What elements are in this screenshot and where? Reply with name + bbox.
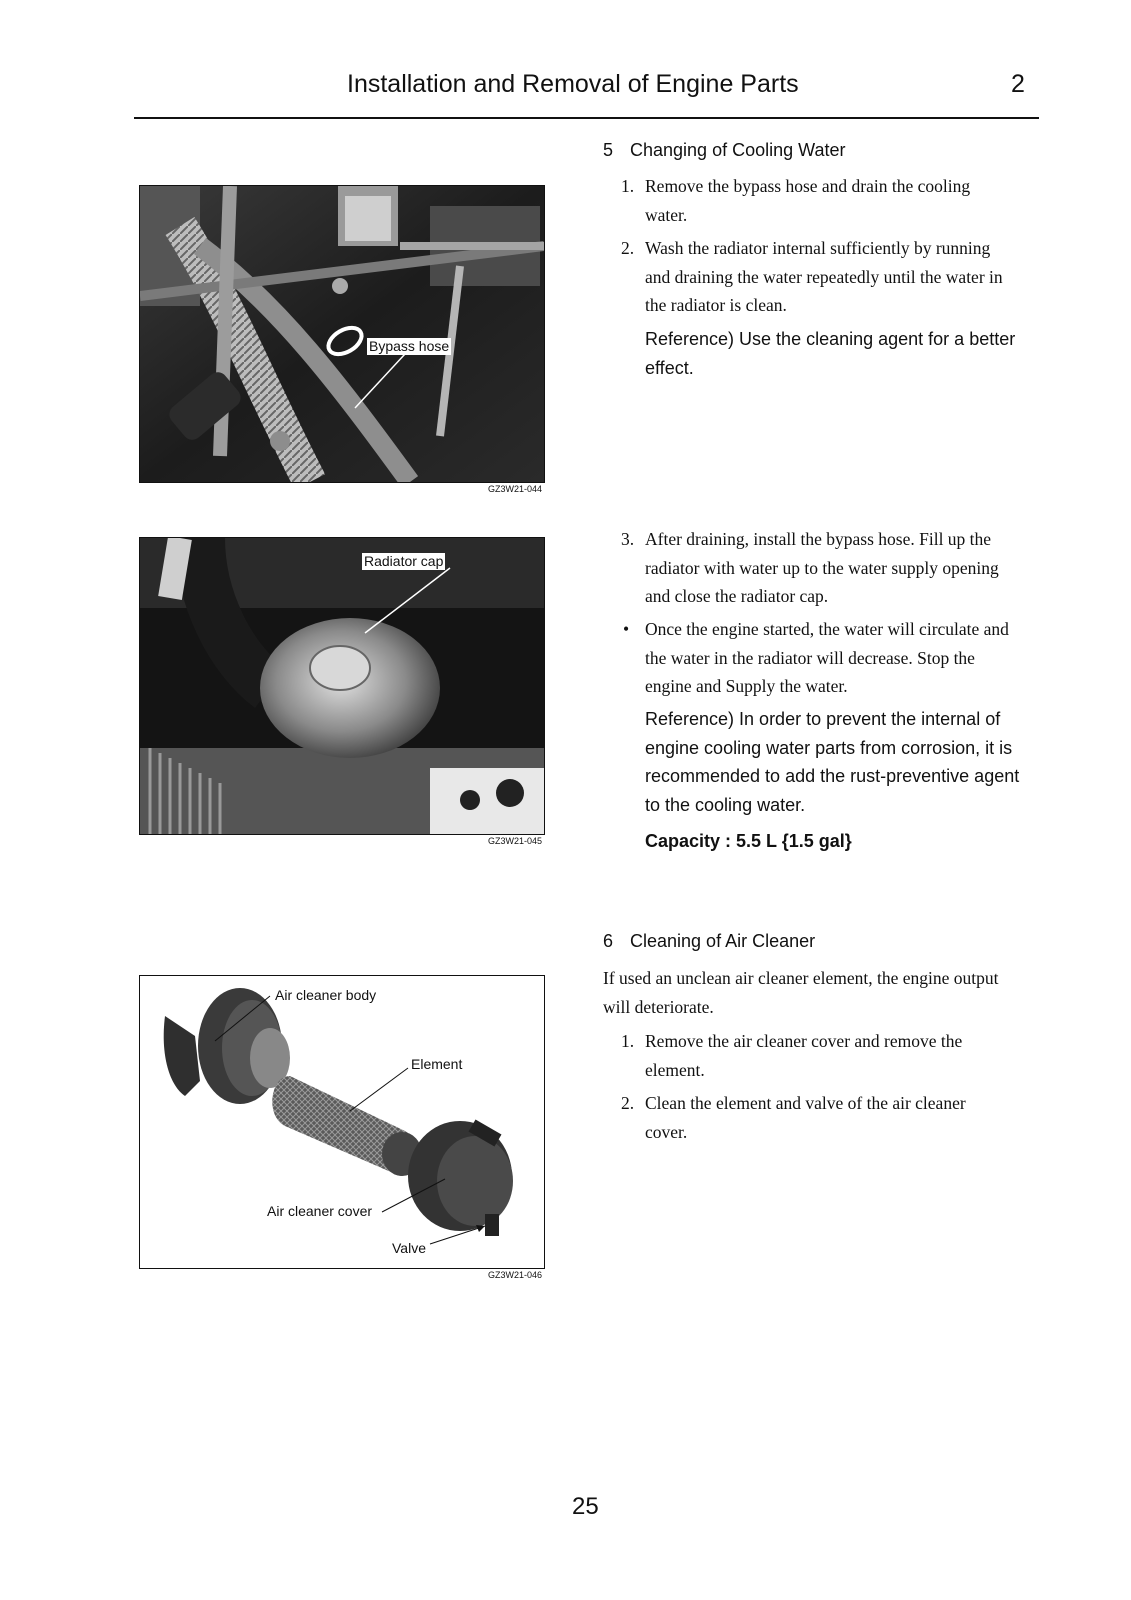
callout-radiator-cap: Radiator cap <box>364 553 444 569</box>
figure-code: GZ3W21-046 <box>488 1270 543 1280</box>
text-line: If used an unclean air cleaner element, the engine output <box>603 968 999 988</box>
reference-note <box>645 705 1019 819</box>
text-line: effect. <box>645 357 694 378</box>
text-line: and draining the water repeatedly until the water in <box>645 266 1003 287</box>
text-line: to the cooling water. <box>645 794 806 815</box>
text-line: cover. <box>645 1121 688 1142</box>
text-line: recommended to add the rust-preventive agent <box>645 766 1020 786</box>
figure-air-cleaner <box>139 975 545 1269</box>
callout-air-cleaner-body: Air cleaner body <box>275 987 377 1003</box>
text-line: and close the radiator cap. <box>645 586 829 606</box>
section-heading <box>603 140 845 161</box>
bullet-marker: • <box>623 619 630 639</box>
radiator-cap-photo <box>140 538 544 834</box>
capacity-spec: Capacity : 5.5 L {1.5 gal} <box>645 831 852 851</box>
text-line: Once the engine started, the water will circulate and <box>645 619 1009 639</box>
page-number: 25 <box>572 1493 599 1520</box>
section-number: 5 <box>603 140 614 160</box>
callout-air-cleaner-cover: Air cleaner cover <box>267 1203 373 1219</box>
list-marker: 3. <box>621 529 635 549</box>
section-title: Cleaning of Air Cleaner <box>630 931 816 951</box>
section-number: 6 <box>603 931 614 951</box>
section-heading <box>603 931 815 952</box>
intro-paragraph <box>603 964 999 1021</box>
page-title: Installation and Removal of Engine Parts <box>347 70 799 98</box>
bypass-hose-photo <box>140 186 544 482</box>
text-line: Wash the radiator internal sufficiently by running <box>645 238 991 258</box>
text-line: the radiator is clean. <box>645 295 787 315</box>
text-line: the water in the radiator will decrease. Stop the <box>645 647 975 668</box>
text-line: engine and Supply the water. <box>645 676 848 696</box>
text-line: water. <box>645 204 688 225</box>
text-line: element. <box>645 1059 705 1080</box>
callout-bypass-hose: Bypass hose <box>369 338 450 354</box>
header-rule <box>134 117 1039 119</box>
figure-radiator-cap <box>139 537 545 835</box>
text-line: will deteriorate. <box>603 996 714 1017</box>
section-title: Changing of Cooling Water <box>630 140 846 160</box>
text-line: Remove the air cleaner cover and remove the <box>645 1031 963 1051</box>
text-line: After draining, install the bypass hose. Fill up the <box>645 529 992 549</box>
text-line: Reference) In order to prevent the internal of <box>645 709 1001 729</box>
list-marker: 2. <box>621 1093 635 1113</box>
text-line: Reference) Use the cleaning agent for a better <box>645 329 1016 349</box>
list-marker: 2. <box>621 238 635 258</box>
figure-code: GZ3W21-045 <box>488 836 543 846</box>
callout-element: Element <box>411 1056 463 1072</box>
list-marker: 1. <box>621 1031 635 1051</box>
figure-bypass-hose <box>139 185 545 483</box>
text-line: radiator with water up to the water supply opening <box>645 557 999 578</box>
air-cleaner-drawing <box>140 976 544 1268</box>
text-line: engine cooling water parts from corrosion, it is <box>645 737 1013 758</box>
text-line: Clean the element and valve of the air cleaner <box>645 1093 966 1113</box>
text-line: Remove the bypass hose and drain the cooling <box>645 176 971 196</box>
list-marker: 1. <box>621 176 635 196</box>
figure-code: GZ3W21-044 <box>488 484 543 494</box>
chapter-number: 2 <box>1011 70 1025 98</box>
callout-valve: Valve <box>392 1240 426 1256</box>
reference-note <box>645 325 1015 382</box>
